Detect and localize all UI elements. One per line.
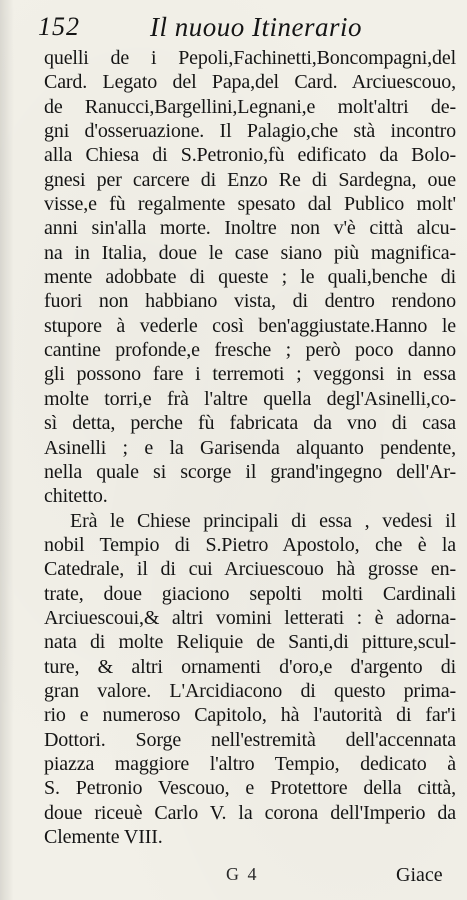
- text-line: Dottori. Sorge nell'estremità dell'accennata: [44, 728, 456, 751]
- text-line: Catedrale, il di cui Arciuescouo hà grosse en-: [44, 558, 456, 581]
- page-footer: [0, 862, 467, 892]
- running-head: Il nuouo Itinerario: [150, 12, 362, 42]
- page-header: [38, 10, 458, 46]
- page-number: 152: [38, 12, 80, 41]
- catchword: Giace: [396, 864, 443, 886]
- text-line: cantine profonde,e fresche ; però poco danno: [44, 339, 456, 362]
- text-line: Clemente VIII.: [44, 826, 163, 848]
- body-text: [44, 46, 456, 849]
- text-line: gnesi per carcere di Enzo Re di Sardegna, oue: [44, 168, 456, 191]
- text-line: alla Chiesa di S.Petronio,fù edificato da Bolo-: [44, 144, 456, 167]
- signature-mark: G 4: [226, 864, 259, 884]
- text-line: sì detta, perche fù fabricata da vno di casa: [44, 412, 456, 435]
- text-line: Erà le Chiese principali di essa , vedesi il: [70, 509, 456, 532]
- text-line: S. Petronio Vescouo, e Protettore della città,: [44, 777, 456, 800]
- text-line: doue riceuè Carlo V. la corona dell'Imperio da: [44, 801, 456, 824]
- text-line: ture, & altri ornamenti d'oro,e d'argento di: [44, 655, 456, 678]
- text-line: Asinelli ; e la Garisenda alquanto pendente,: [44, 436, 456, 459]
- text-line: nata di molte Reliquie de Santi,di pitture,scul-: [44, 631, 456, 654]
- text-line: de Ranucci,Bargellini,Legnani,e molt'altri de-: [44, 95, 456, 118]
- text-line: mente adobbate di queste ; le quali,benche di: [44, 266, 456, 289]
- text-line: stupore à vederle così ben'aggiustate.Hanno le: [44, 314, 456, 337]
- text-line: gli possono fare i terremoti ; veggonsi in essa: [44, 363, 456, 386]
- text-line: rio e numeroso Capitolo, hà l'autorità di far'i: [44, 704, 456, 727]
- text-line: trate, doue giaciono sepolti molti Cardinali: [44, 582, 456, 605]
- text-line: gni d'osseruazione. Il Palagio,che stà incontro: [44, 120, 456, 143]
- text-line: quelli de i Pepoli,Fachinetti,Boncompagni,del: [44, 47, 456, 69]
- text-line: Card. Legato del Papa,del Card. Arciuescouo,: [44, 71, 456, 94]
- text-line: Arciuescoui,& altri vomini letterati : è adorna-: [44, 606, 456, 629]
- text-line: gran valore. L'Arcidiacono di questo prima-: [44, 679, 456, 702]
- text-line: na in Italia, doue le case siano più magnifica-: [44, 241, 456, 264]
- text-line: anni sin'alla morte. Inoltre non v'è città alcu-: [44, 217, 456, 240]
- text-line: visse,e fù regalmente spesato dal Publico molt': [44, 193, 456, 216]
- text-line: chitetto.: [44, 485, 108, 508]
- text-line: nobil Tempio di S.Pietro Apostolo, che è la: [44, 533, 456, 556]
- gutter-shadow: [0, 0, 14, 900]
- text-line: nella quale si scorge il grand'ingegno dell'Ar-: [44, 460, 456, 483]
- text-line: piazza maggiore l'altro Tempio, dedicato à: [44, 752, 456, 775]
- text-line: fuori non habbiano vista, di dentro rendono: [44, 290, 456, 313]
- text-line: molte torri,e frà l'altre quella degl'Asinelli,co-: [44, 387, 456, 410]
